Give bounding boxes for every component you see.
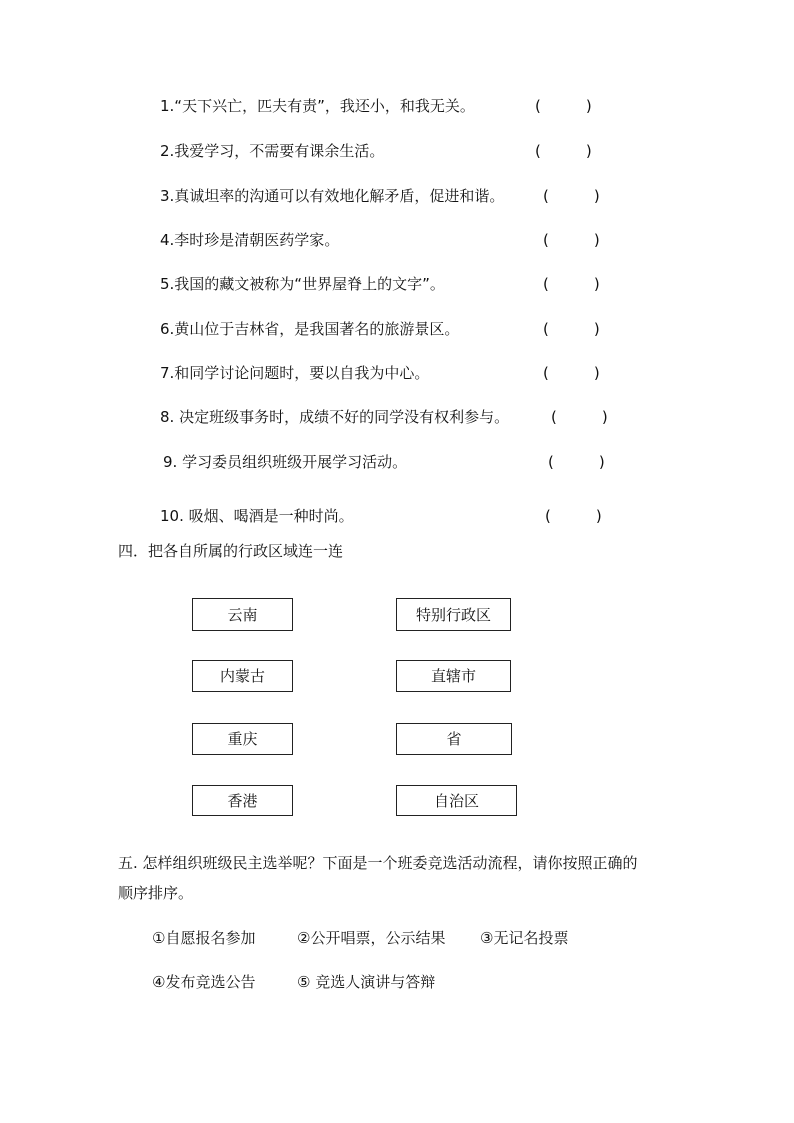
option-3: ③无记名投票 xyxy=(480,929,569,947)
match-left-box-1[interactable]: 云南 xyxy=(192,598,293,631)
option-2: ②公开唱票，公示结果 xyxy=(297,929,446,947)
question-3-text: 3.真诚坦率的沟通可以有效地化解矛盾，促进和谐。 xyxy=(160,187,505,205)
match-right-box-3[interactable]: 省 xyxy=(396,723,512,755)
question-4-answer-blank[interactable]: ( ) xyxy=(543,231,600,249)
section-4-heading: 四．把各自所属的行政区域连一连 xyxy=(118,542,344,560)
match-right-box-4[interactable]: 自治区 xyxy=(396,785,517,816)
question-5-answer-blank[interactable]: ( ) xyxy=(543,275,600,293)
section-5-heading-line-1: 五. 怎样组织班级民主选举呢？下面是一个班委竞选活动流程，请你按照正确的 xyxy=(118,854,638,872)
match-left-box-3[interactable]: 重庆 xyxy=(192,723,293,755)
match-left-box-2[interactable]: 内蒙古 xyxy=(192,660,293,692)
question-5-text: 5.我国的藏文被称为“世界屋脊上的文字”。 xyxy=(160,275,445,293)
option-4: ④发布竞选公告 xyxy=(152,973,256,991)
question-2-answer-blank[interactable]: ( ) xyxy=(535,142,592,160)
question-1-text: 1.“天下兴亡，匹夫有责”，我还小，和我无关。 xyxy=(160,97,475,115)
question-8-answer-blank[interactable]: ( ) xyxy=(551,408,608,426)
question-10-text: 10. 吸烟、喝酒是一种时尚。 xyxy=(160,507,354,525)
question-7-text: 7.和同学讨论问题时，要以自我为中心。 xyxy=(160,364,430,382)
question-8-text: 8. 决定班级事务时，成绩不好的同学没有权利参与。 xyxy=(160,408,510,426)
match-right-box-2[interactable]: 直辖市 xyxy=(396,660,511,692)
question-10-answer-blank[interactable]: ( ) xyxy=(545,507,602,525)
option-5: ⑤ 竞选人演讲与答辩 xyxy=(297,973,436,991)
question-6-answer-blank[interactable]: ( ) xyxy=(543,320,600,338)
question-3-answer-blank[interactable]: ( ) xyxy=(543,187,600,205)
section-5-heading-line-2: 顺序排序。 xyxy=(118,884,194,902)
question-6-text: 6.黄山位于吉林省，是我国著名的旅游景区。 xyxy=(160,320,460,338)
question-9-answer-blank[interactable]: ( ) xyxy=(548,453,605,471)
question-7-answer-blank[interactable]: ( ) xyxy=(543,364,600,382)
question-4-text: 4.李时珍是清朝医药学家。 xyxy=(160,231,340,249)
question-1-answer-blank[interactable]: ( ) xyxy=(535,97,592,115)
question-9-text: 9. 学习委员组织班级开展学习活动。 xyxy=(163,453,408,471)
question-2-text: 2.我爱学习，不需要有课余生活。 xyxy=(160,142,385,160)
match-left-box-4[interactable]: 香港 xyxy=(192,785,293,816)
match-right-box-1[interactable]: 特别行政区 xyxy=(396,598,511,631)
option-1: ①自愿报名参加 xyxy=(152,929,256,947)
